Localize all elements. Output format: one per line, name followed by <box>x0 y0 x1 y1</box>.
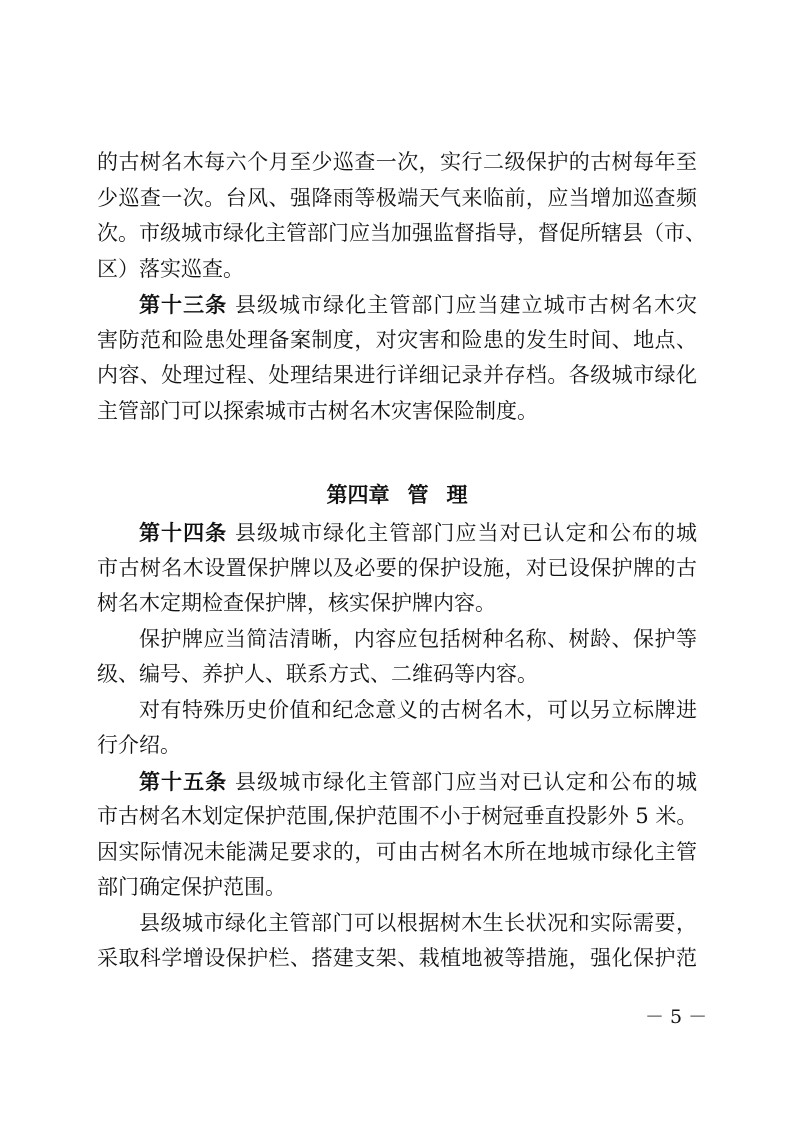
text-line: 区）落实巡查。 <box>97 256 244 281</box>
text-line <box>97 287 697 323</box>
text-line: 级、编号、养护人、联系方式、二维码等内容。 <box>97 662 538 686</box>
chapter-title-char: 理 <box>446 482 468 507</box>
text-line: 部门确定保护范围。 <box>97 875 286 899</box>
text-line: 的古树名木每六个月至少巡查一次，实行二级保护的古树每年至 <box>97 150 697 174</box>
chapter-heading <box>97 475 697 515</box>
text-line <box>97 515 697 551</box>
article-14-text: 县级城市绿化主管部门应当对已认定和公布的城 <box>234 521 698 545</box>
text-line: 县级城市绿化主管部门可以根据树木生长状况和实际需要， <box>139 910 697 935</box>
document-body <box>97 145 706 977</box>
chapter-number: 第四章 <box>326 482 390 507</box>
page-number: － 5 － <box>645 1006 708 1028</box>
text-line: 采取科学增设保护栏、搭建支架、栽植地被等措施，强化保护范 <box>97 946 697 970</box>
text-line: 市古树名木划定保护范围,保护范围不小于树冠垂直投影外 5 米。 <box>97 804 698 828</box>
chapter-title-char: 管 <box>407 482 429 507</box>
text-line: 主管部门可以探索城市古树名木灾害保险制度。 <box>97 398 538 423</box>
text-line: 害防范和险患处理备案制度，对灾害和险患的发生时间、地点、 <box>97 327 697 352</box>
article-14-heading: 第十四条 <box>139 520 228 545</box>
text-line: 对有特殊历史价值和纪念意义的古树名木，可以另立标牌进 <box>139 697 697 722</box>
text-line: 内容、处理过程、处理结果进行详细记录并存档。各级城市绿化 <box>97 363 697 387</box>
article-15-text: 县级城市绿化主管部门应当对已认定和公布的城 <box>234 769 698 794</box>
text-line: 少巡查一次。台风、强降雨等极端天气来临前，应当增加巡查频 <box>97 185 697 210</box>
text-line: 保护牌应当简洁清晰，内容应包括树种名称、树龄、保护等 <box>139 626 697 651</box>
section-gap <box>97 429 697 475</box>
text-line <box>97 764 697 800</box>
article-13-heading: 第十三条 <box>139 292 228 317</box>
article-14 <box>97 515 697 764</box>
text-line: 市古树名木设置保护牌以及必要的保护设施，对已设保护牌的古 <box>97 555 697 580</box>
article-13-text: 县级城市绿化主管部门应当建立城市古树名木灾 <box>234 293 698 317</box>
article-15 <box>97 764 697 977</box>
text-line: 树名木定期检查保护牌，核实保护牌内容。 <box>97 591 496 615</box>
text-line: 因实际情况未能满足要求的，可由古树名木所在地城市绿化主管 <box>97 839 697 864</box>
text-line: 行介绍。 <box>97 733 181 757</box>
text-line: 次。市级城市绿化主管部门应当加强监督指导，督促所辖县（市、 <box>97 221 706 245</box>
paragraph-continued <box>97 145 706 287</box>
article-15-heading: 第十五条 <box>139 768 228 794</box>
article-13 <box>97 287 697 429</box>
